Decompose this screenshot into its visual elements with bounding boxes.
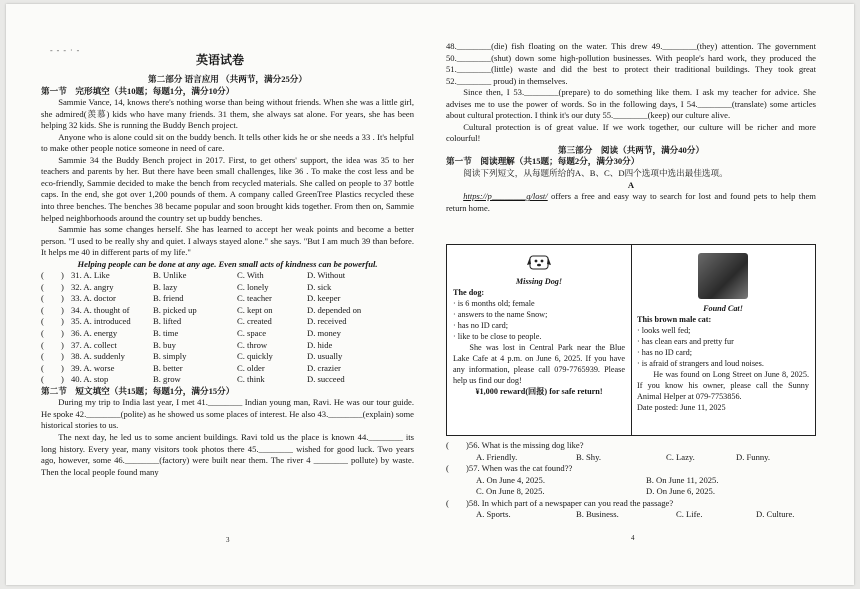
option-c: C. created: [237, 316, 272, 327]
fill-blank-paragraph-3: 48.________(die) fish floating on the water. This drew 49.________(they) attention. The government 50.________(shut) down some high-pollution businesses. With people's hard work, they produced the 51.________(little) waste and did the best to protect their traditional buildings. They took great 52.________ proud) in themselves.: [446, 41, 816, 86]
option-b: B. picked up: [153, 304, 197, 315]
website-link[interactable]: https://p________g/lost/: [463, 191, 548, 202]
option-a: 34. A. thought of: [71, 304, 130, 315]
dog-body: She was lost in Central Park near the Blue Lake Cafe at 4 p.m. on June 6, 2025. If you have any information, please call 079-7765939. Please help us find our dog!: [453, 343, 625, 385]
option-d: D. crazier: [307, 362, 341, 373]
option-b: B. Unlike: [153, 270, 187, 281]
answer-paren[interactable]: ( ): [41, 362, 64, 373]
option-a: 35. A. introduced: [71, 316, 131, 327]
answer-paren[interactable]: ( ): [41, 351, 64, 362]
option-b: B. Shy.: [576, 451, 601, 462]
option-c: C. With: [237, 270, 264, 281]
option-c: C. throw: [237, 339, 268, 350]
cloze-paragraph-3: Sammie 34 the Buddy Bench project in 2017. First, to get others' support, the idea was 35 to her teachers and parents by her. But there have been small challenges, like 36 . To make the cost less and be eco-friendly, Sammie decided to make the bench from recycled materials. She called on people to 37 bottle caps. In the end, she got over 1,200 pounds of them. A company called GreenTree Plastics recycled these into three benches. The benches 38 became popular and soon brought kids together. From then on, Sammie helped neighborhoods around the country set up buddy benches.: [41, 154, 414, 223]
cloze-paragraph-2: Anyone who is alone could sit on the buddy bench. It tells other kids he or she needs a 33 . It's helpful to make other people notice someone in need of care.: [41, 131, 414, 154]
cloze-options: [41, 270, 414, 385]
option-row: [41, 293, 414, 305]
fill-blank-paragraph-1: During my trip to India last year, I met 41.________ Indian young man, Ravi. He was our tour guide. He spoke 42.________(polite) as he showed us some places of interest. He also 43.________(explain) some historical stories to us.: [41, 397, 414, 431]
page-number-left: 3: [226, 536, 230, 544]
dog-point: · has no ID card;: [453, 321, 509, 330]
question-57-options: [446, 475, 816, 498]
option-row: [41, 351, 414, 363]
option-row: [41, 363, 414, 375]
part2-heading: 第二部分 语言应用 （共两节，满分25分）: [148, 74, 307, 84]
option-d: D. Culture.: [756, 509, 795, 520]
option-b: B. time: [153, 328, 179, 339]
left-page: [41, 74, 414, 478]
cloze-paragraph-4: Sammie has some changes herself. She has learned to accept her weak points and become a better person. "I used to be really shy and quiet. I always stayed alone." she says. "But I am much 39 than before. It helps me 40 in different parts of my life.": [41, 224, 414, 258]
option-d: D. keeper: [307, 293, 341, 304]
question-56-options: [446, 452, 816, 464]
option-d: D. depended on: [307, 304, 362, 315]
option-row: [41, 328, 414, 340]
reading-questions: [446, 440, 816, 521]
notice-divider: [631, 245, 632, 435]
option-row: [41, 340, 414, 352]
exam-sheet: [6, 4, 854, 585]
option-c: C. older: [237, 362, 265, 373]
page-title: 英语试卷: [196, 53, 245, 67]
answer-paren[interactable]: ( ): [41, 304, 64, 315]
option-c: C. teacher: [237, 293, 272, 304]
option-a: 39. A. worse: [71, 362, 115, 373]
answer-paren[interactable]: ( ): [41, 374, 64, 385]
option-c: C. Lazy.: [666, 451, 695, 462]
option-c: C. lonely: [237, 281, 269, 292]
dog-title: Missing Dog!: [515, 277, 563, 286]
right-page: [446, 41, 816, 214]
question-58-options: [446, 509, 816, 521]
cat-point: · looks well fed;: [637, 326, 691, 335]
option-row: [41, 316, 414, 328]
option-c: C. space: [237, 328, 267, 339]
option-row: [41, 270, 414, 282]
option-b: B. lifted: [153, 316, 182, 327]
notice-board: [446, 244, 816, 436]
dog-point: · is 6 months old; female: [453, 299, 535, 308]
found-cat-panel: [637, 247, 809, 413]
option-a: 38. A. suddenly: [71, 351, 125, 362]
option-a: 31. A. Like: [71, 270, 110, 281]
option-row: [41, 282, 414, 294]
option-b: B. grow: [153, 374, 181, 385]
answer-paren[interactable]: ( ): [41, 316, 64, 327]
option-a: 32. A. angry: [71, 281, 114, 292]
cloze-heading: 第一节 完形填空（共10题；每题1分，满分10分）: [41, 85, 235, 96]
option-row: [41, 305, 414, 317]
dog-reward: ¥1,000 reward(回报) for safe return!: [475, 387, 603, 396]
cat-point: · has clean ears and pretty fur: [637, 337, 734, 346]
option-c: C. On June 8, 2025.: [476, 486, 545, 497]
option-a: A. Sports.: [476, 509, 511, 520]
answer-paren[interactable]: ( ): [41, 339, 64, 350]
fill-blank-paragraph-5: Cultural protection is of great value. If we work together, our culture will be richer and more colourful!: [446, 121, 816, 144]
dog-point: · like to be close to people.: [453, 332, 542, 341]
dog-lead: The dog:: [453, 288, 485, 297]
option-a: 33. A. doctor: [71, 293, 116, 304]
question-58-stem[interactable]: ( )58. In which part of a newspaper can you read the passage?: [446, 497, 674, 508]
option-d: D. succeed: [307, 374, 345, 385]
answer-paren[interactable]: ( ): [41, 270, 64, 281]
pencil-scribble: - - - · -: [50, 46, 81, 55]
cat-point: · has no ID card;: [637, 348, 693, 357]
option-d: D. sick: [307, 281, 332, 292]
option-c: C. Life.: [676, 509, 703, 520]
reading-instruction: 阅读下列短文，从每题所给的A、B、C、D四个选项中选出最佳选项。: [463, 168, 728, 179]
fill-blank-heading: 第二节 短文填空（共15题；每题1分，满分15分）: [41, 385, 235, 396]
fill-blank-paragraph-2: The next day, he led us to some ancient buildings. Ravi told us the place is known 44.________ its long history. Every year, many visitors took photos there 45.________ wished for good luck. Two years ago, however, some 46.________(factory) were built near them. The river 4 ________ pollute) by waste. Then the local people found many: [41, 431, 414, 477]
passage-label: A: [627, 179, 635, 190]
option-b: B. better: [153, 362, 183, 373]
cat-photo: [698, 253, 748, 299]
option-d: D. received: [307, 316, 347, 327]
page-number-right: 4: [631, 534, 635, 542]
cloze-closing: Helping people can be done at any age. Even small acts of kindness can be powerful.: [77, 258, 378, 269]
cat-point: · is afraid of strangers and loud noises.: [637, 359, 764, 368]
cat-date: Date posted: June 11, 2025: [637, 403, 726, 412]
option-b: B. On June 11, 2025.: [646, 474, 719, 485]
answer-paren[interactable]: ( ): [41, 328, 64, 339]
option-b: B. Business.: [576, 509, 619, 520]
fill-blank-paragraph-4: Since then, I 53.________(prepare) to do something like them. I ask my teacher for advice. She advises me to use the power of words. So in the following days, I 54.________(translate) some articles about cultural protection. I think it's our duty 55.________(keep) our culture alive.: [446, 87, 816, 121]
reading-heading: 第一节 阅读理解（共15题；每题2分，满分30分）: [446, 156, 640, 167]
option-d: D. money: [307, 328, 341, 339]
option-c: C. quickly: [237, 351, 273, 362]
cloze-paragraph-1: Sammie Vance, 14, knows there's nothing worse than being without friends. When she was a little girl, she admired(羡慕) kids who have many friends. 31 them, she always sat alone. For years, she has been helping 32 kids. She is running the Buddy Bench project.: [41, 97, 414, 131]
dog-icon: [526, 251, 552, 273]
cat-title: Found Cat!: [703, 304, 743, 313]
cat-lead: This brown male cat:: [637, 315, 712, 324]
option-d: D. Without: [307, 270, 346, 281]
missing-dog-panel: [453, 247, 625, 397]
option-b: B. simply: [153, 351, 187, 362]
option-b: B. friend: [153, 293, 184, 304]
part3-heading: 第三部分 阅读（共两节，满分40分）: [557, 144, 705, 155]
option-a: 36. A. energy: [71, 328, 118, 339]
option-c: C. kept on: [237, 304, 273, 315]
option-b: B. buy: [153, 339, 176, 350]
option-b: B. lazy: [153, 281, 178, 292]
question-56-stem[interactable]: ( )56. What is the missing dog like?: [446, 440, 584, 450]
option-a: 40. A. stop: [71, 374, 109, 385]
option-a: 37. A. collect: [71, 339, 117, 350]
option-d: D. On June 6, 2025.: [646, 486, 715, 497]
option-a: A. On June 4, 2025.: [476, 474, 545, 485]
intro-text: offers a free and easy way to search for lost and found pets to help them return home.: [446, 191, 816, 213]
answer-paren[interactable]: ( ): [41, 293, 64, 304]
option-row: [41, 374, 414, 386]
dog-point: · answers to the name Snow;: [453, 310, 548, 319]
cat-body: He was found on Long Street on June 8, 2025. If you know his owner, please call the Sunny Animal Helper at 079-7753856.: [637, 370, 809, 401]
option-d: D. hide: [307, 339, 333, 350]
question-57-stem[interactable]: ( )57. When was the cat found??: [446, 463, 573, 474]
passage-intro: [446, 191, 816, 214]
option-d: D. usually: [307, 351, 343, 362]
option-c: C. think: [237, 374, 265, 385]
answer-paren[interactable]: ( ): [41, 281, 64, 292]
option-d: D. Funny.: [736, 451, 771, 462]
option-a: A. Friendly.: [476, 451, 518, 462]
